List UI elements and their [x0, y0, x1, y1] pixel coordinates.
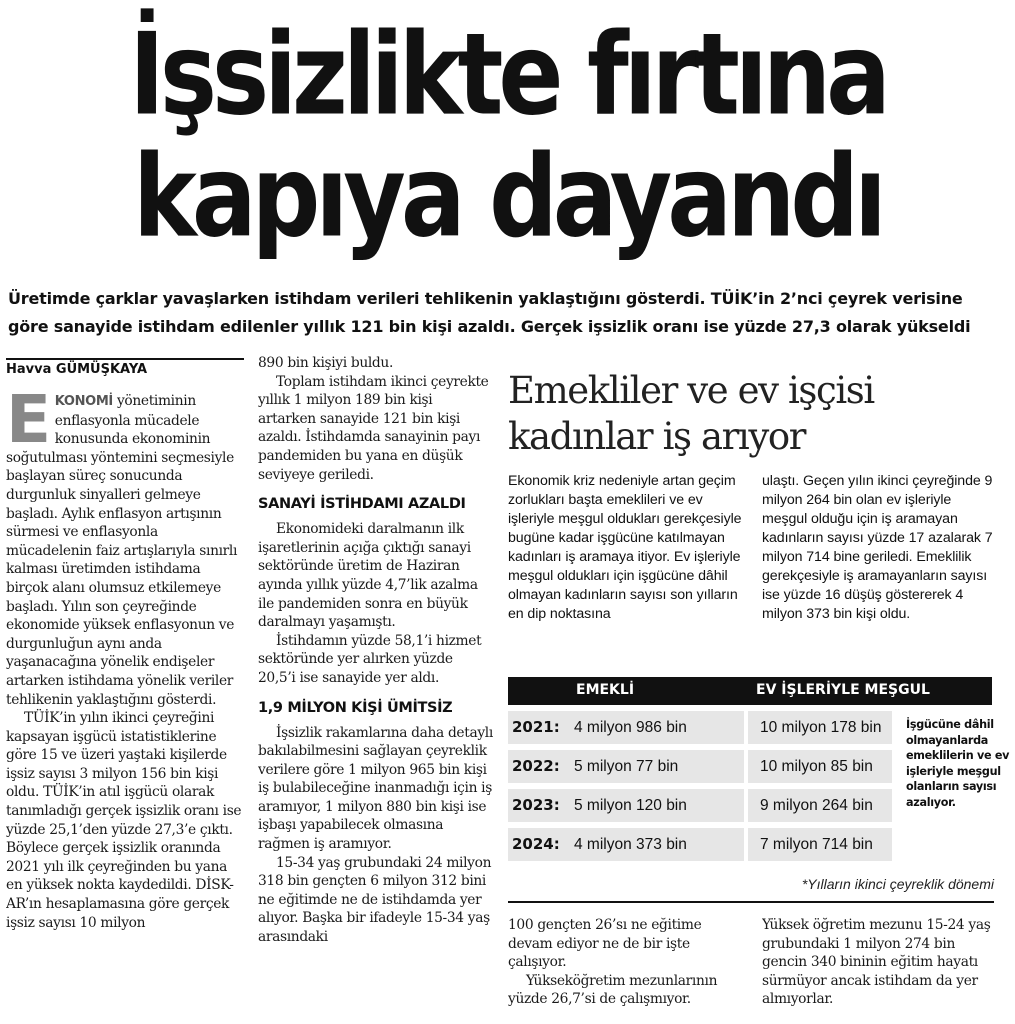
table-row [508, 711, 892, 744]
headline-line-1: İşsizlikte fırtına [129, 8, 886, 141]
sidebar-title-line-2: kadınlar iş arıyor [508, 415, 805, 458]
sidebar-title-line-1: Emekliler ve ev işçisi [508, 369, 874, 412]
article-column-2 [258, 354, 494, 1024]
paragraph: TÜİK’in yılın ikinci çeyreğini kapsayan işgücü istatistiklerine göre 15 ve üzeri yaştaki kişilerde işsiz sayısı 3 milyon 156 bin kişi oldu. TÜİK’in atıl işgücü olarak tanımladığı gerçek işsizlik oranı ise yüzde 25,1’den yüzde 27,3’e çıktı. Böylece gerçek işsizlik oranında 2021 yılı ilk çeyreğinden bu yana en yüksek nokta kaydedildi. DİSK-AR’ın hesaplamasına göre gerçek işsiz sayısı 10 milyon [6, 710, 242, 931]
table-ev-value: 10 milyon 178 bin [760, 719, 882, 736]
section-subhead-hopeless: 1,9 MİLYON KİŞİ ÜMİTSİZ [258, 699, 453, 716]
subheadline-line-2: göre sanayide istihdam edilenler yıllık 121 bin kişi azaldı. Gerçek işsizlik oranı ise yüzde 27,3 olarak yükseldi [8, 317, 971, 336]
section-subhead-industry: SANAYİ İSTİHDAMI AZALDI [258, 496, 466, 513]
table-ev-value: 9 milyon 264 bin [760, 797, 873, 814]
table-emekli-value: 5 milyon 120 bin [574, 797, 687, 814]
table-row [508, 828, 892, 861]
paragraph: 100 gençten 26’sı ne eğitime devam ediyor ne de bir işte çalışıyor. [508, 917, 702, 971]
paragraph: Yüksek öğretim mezunu 15-24 yaş grubundaki 1 milyon 274 bin gencin 340 bininin eğitim hayatı sürmüyor ancak istihdam da yer almıyorlar. [762, 917, 991, 1008]
bottom-column-a [508, 916, 744, 1024]
sidebar-column-a: Ekonomik kriz nedeniyle artan geçim zorlukları başta emeklileri ve ev işleriyle meşgul oldukları gerekçesiyle bugüne kadar işgücüne katılmayan kadınları iş aramaya itiyor. Ev işleriyle meşgul oldukları için işgücüne dâhil olmayan kadınların sayısı son yılların en dip noktasına [508, 473, 742, 622]
headline-line-2: kapıya dayandı [133, 130, 882, 263]
paragraph: Ekonomideki daralmanın ilk işaretlerinin açığa çıktığı sanayi sektöründe üretim de Haziran ayında yıllık yüzde 4,7’lik azalma ile pandemiden sonra en büyük daralmayı yaşamıştı. [258, 521, 478, 631]
sidebar-column-b: ulaştı. Geçen yılın ikinci çeyreğinde 9 milyon 264 bin olan ev işleriyle meşgul olduğu için iş aramayan kadınların sayısı yüzde 17 azalarak 7 milyon 714 bine geriledi. Emeklilik gerekçesiyle iş aramayanların sayısı ise yüzde 16 düşüş göstererek 4 milyon 373 bin kişi oldu. [762, 473, 993, 622]
sidebar-story-title [508, 368, 1008, 460]
divider [508, 901, 994, 903]
paragraph: 890 bin kişiyi buldu. [258, 355, 393, 371]
table-row [508, 750, 892, 783]
paragraph: 15-34 yaş grubundaki 24 milyon 318 bin gençten 6 milyon 312 bini ne eğitimde ne de istihdamda yer alıyor. Başka bir ifadeyle 15-34 yaş arasındaki [258, 854, 492, 946]
byline: Havva GÜMÜŞKAYA [6, 358, 244, 378]
table-ev-value: 10 milyon 85 bin [760, 758, 873, 775]
lead-word: KONOMİ [54, 394, 113, 409]
article-column-1 [6, 392, 242, 1024]
subheadline-line-1: Üretimde çarklar yavaşlarken istihdam verileri tehlikenin yaklaştığını gösterdi. TÜİK’in 2’nci çeyrek verisine [8, 289, 963, 308]
article-lead-paragraph [6, 392, 242, 709]
table-emekli-value: 4 milyon 373 bin [574, 836, 687, 853]
table-year: 2023: [512, 796, 560, 814]
table-year: 2021: [512, 718, 560, 736]
paragraph: İstihdamın yüzde 58,1’i hizmet sektöründe yer alırken yüzde 20,5’i ise sanayide yer aldı. [258, 632, 482, 686]
table-row [508, 789, 892, 822]
table-emekli-value: 5 milyon 77 bin [574, 758, 679, 775]
table-side-note: İşgücüne dâhil olmayanlarda emeklilerin ve ev işleriyle meşgul olanların sayısı azalıyor. [906, 718, 1010, 809]
table-header-emekli: EMEKLİ [576, 682, 635, 698]
drop-cap: E [6, 392, 51, 458]
paragraph: Toplam istihdam ikinci çeyrekte yıllık 1 milyon 189 bin kişi artarken sanayide 121 bin kişi azaldı. İstihdamda sanayinin payı pandemiden bu yana en düşük seviyeye geriledi. [258, 373, 489, 483]
paragraph: Yükseköğretim mezunlarının yüzde 26,7’si de çalışmıyor. [508, 972, 718, 1008]
table-emekli-value: 4 milyon 986 bin [574, 719, 687, 736]
lead-paragraph-text: yönetiminin enflasyonla mücadele konusunda ekonominin soğutulması yöntemini seçmesiyle başlayan süreç sonucunda durgunluk sinyalleri gelmeye başladı. Aylık enflasyon artışının sürmesi ve enflasyonla mücadelenin faiz artışlarıyla sınırlı kalması üretimden istihdama birçok alanı olumsuz etkilemeye başladı. Yılın son çeyreğinde ekonomide yüksek enflasyonun ve durgunluğun aynı anda yaşanacağına yönelik endişeler artarken istihdama yönelik veriler tehlikenin yaklaştığını gösterdi. [6, 393, 238, 708]
table-footnote: *Yılların ikinci çeyreklik dönemi [801, 876, 994, 892]
paragraph: İşsizlik rakamlarına daha detaylı bakılabilmesini sağlayan çeyreklik verilere göre 1 milyon 965 bin kişi iş bulabileceğine inanmadığı için iş aramıyor, 1 milyon 880 bin kişi ise işbaşı yapabilecek olmasına rağmen iş aramıyor. [258, 724, 493, 853]
table-year: 2022: [512, 757, 560, 775]
bottom-column-b [762, 916, 1002, 1024]
table-ev-value: 7 milyon 714 bin [760, 836, 873, 853]
table-header [508, 677, 992, 705]
table-header-ev: EV İŞLERİYLE MEŞGUL [756, 682, 930, 698]
table-year: 2024: [512, 835, 560, 853]
